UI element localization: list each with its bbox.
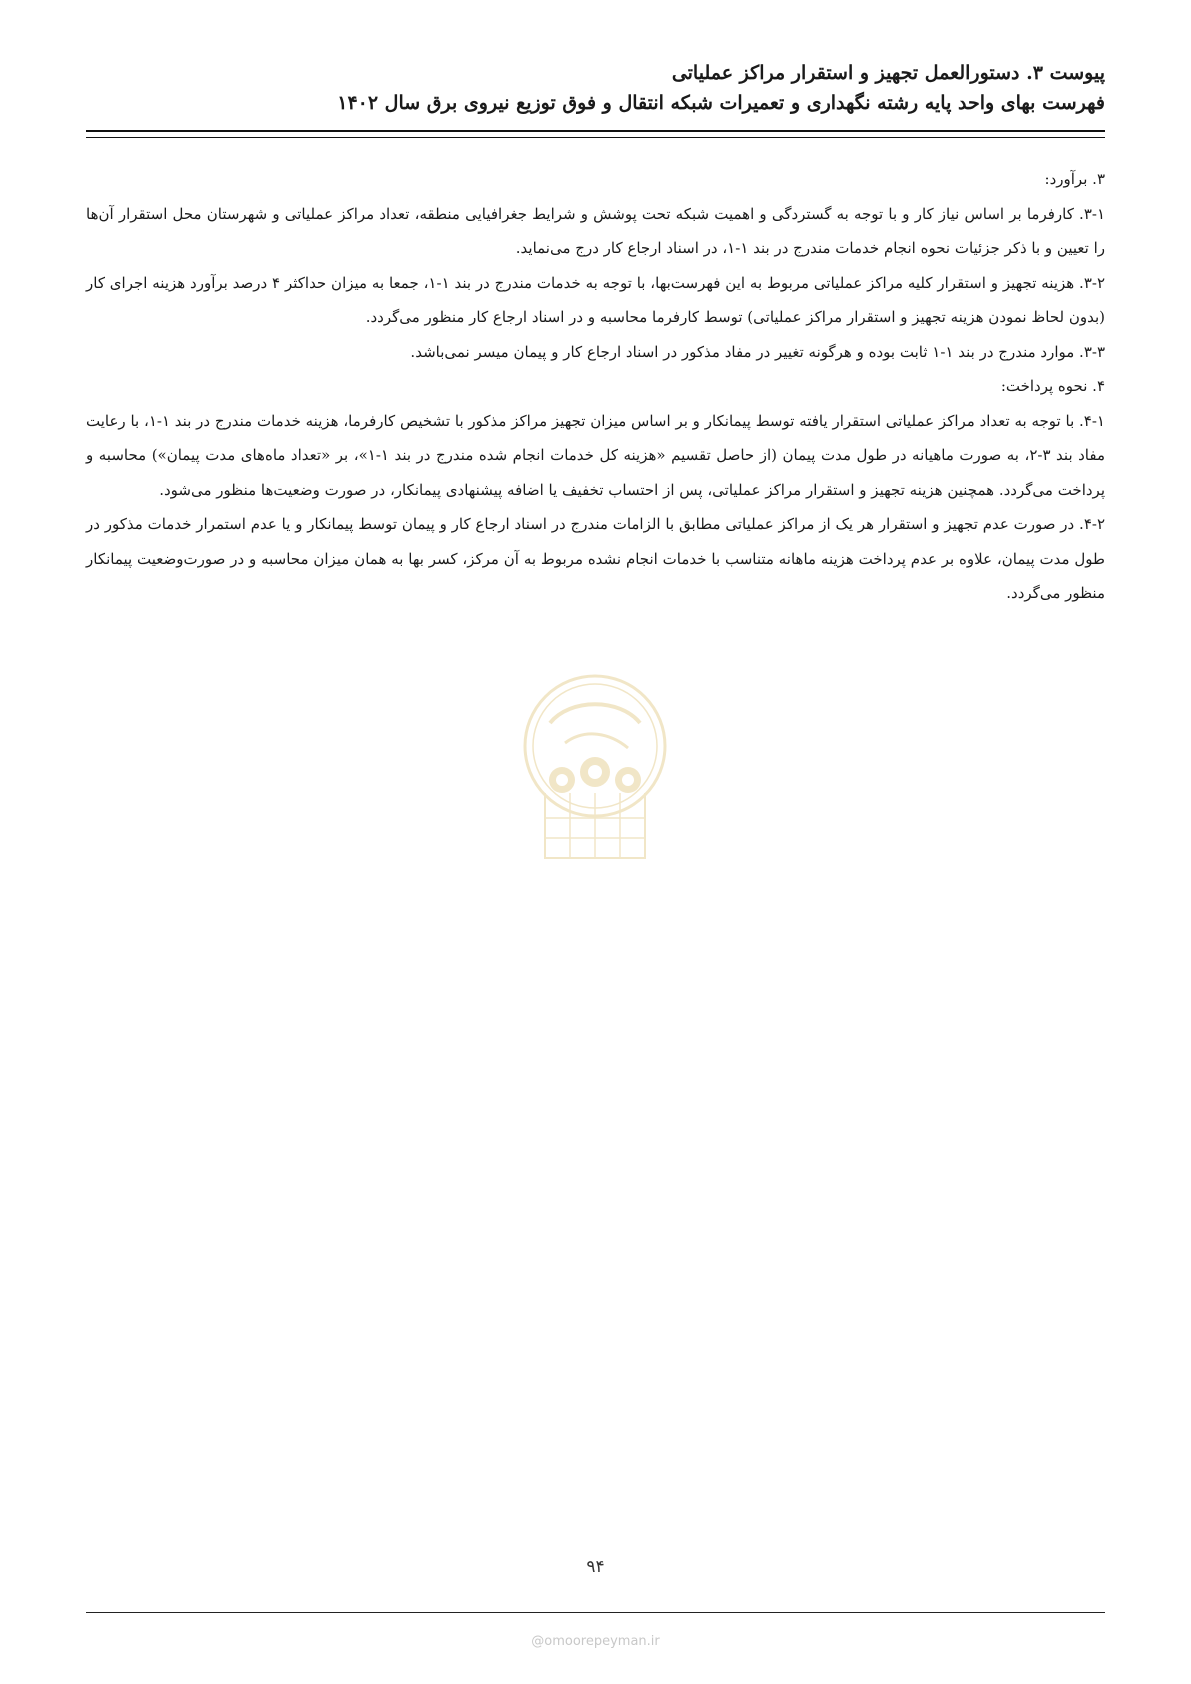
watermark-logo-icon: [510, 668, 680, 873]
paragraph-4-2: ۴-۲. در صورت عدم تجهیز و استقرار هر یک از مراکز عملیاتی مطابق با الزامات مندرج در اسناد ارجاع کار و پیمان توسط پیمانکار و یا عدم استمرار خدمات مذکور در طول مدت پیمان، علاوه بر عدم پرداخت هزینه ماهانه متناسب با خدمات انجام نشده مربوط به آن مرکز، کسر بها به همان میزان محاسبه و در صورت‌وضعیت پیمانکار منظور می‌گردد.: [86, 515, 1105, 602]
footer-divider: [86, 1612, 1105, 1613]
paragraph-3-3: ۳-۳. موارد مندرج در بند ۱-۱ ثابت بوده و هرگونه تغییر در مفاد مذکور در اسناد ارجاع کار و پیمان میسر نمی‌باشد.: [410, 342, 1105, 361]
document-body: [86, 162, 1105, 611]
header-divider: [86, 130, 1105, 138]
document-title: پیوست ۳. دستورالعمل تجهیز و استقرار مراکز عملیاتی: [671, 62, 1105, 84]
document-subtitle: فهرست بهای واحد پایه رشته نگهداری و تعمیرات شبکه انتقال و فوق توزیع نیروی برق سال ۱۴۰۲: [337, 92, 1105, 114]
page-number: ۹۴: [586, 1557, 605, 1577]
paragraph-3-2: ۳-۲. هزینه تجهیز و استقرار کلیه مراکز عملیاتی مربوط به این فهرست‌بها، با توجه به خدمات مندرج در بند ۱-۱، جمعا به میزان حداکثر ۴ درصد برآورد هزینه اجرای کار (بدون لحاظ نمودن هزینه تجهیز و استقرار مراکز عملیاتی) توسط کارفرما محاسبه و در اسناد ارجاع کار منظور می‌گردد.: [86, 273, 1105, 326]
paragraph-4-1: ۴-۱. با توجه به تعداد مراکز عملیاتی استقرار یافته توسط پیمانکار و بر اساس میزان تجهیز مراکز مذکور با تشخیص کارفرما، هزینه خدمات مندرج در بند ۱-۱، با رعایت مفاد بند ۳-۲، به صورت ماهیانه در طول مدت پیمان (از حاصل تقسیم «هزینه کل خدمات انجام شده مندرج در بند ۱-۱»، بر «تعداد ماه‌های مدت پیمان») محاسبه و پرداخت می‌گردد. همچنین هزینه تجهیز و استقرار مراکز عملیاتی، پس از احتساب تخفیف یا اضافه پیشنهادی پیمانکار، در صورت وضعیت‌ها منظور می‌شود.: [86, 411, 1106, 499]
section-heading-estimate: ۳. برآورد:: [1044, 170, 1105, 188]
page-header: [86, 58, 1105, 118]
paragraph-3-1: ۳-۱. کارفرما بر اساس نیاز کار و با توجه به گستردگی و اهمیت شبکه تحت پوشش و شرایط جغرافیایی منطقه، تعداد مراکز عملیاتی و شهرستان محل استقرار آن‌ها را تعیین و با ذکر جزئیات نحوه انجام خدمات مندرج در بند ۱-۱، در اسناد ارجاع کار درج می‌نماید.: [86, 204, 1105, 257]
section-heading-payment: ۴. نحوه پرداخت:: [1000, 377, 1105, 395]
footer-watermark-url: @omoorepeyman.ir: [531, 1634, 660, 1649]
